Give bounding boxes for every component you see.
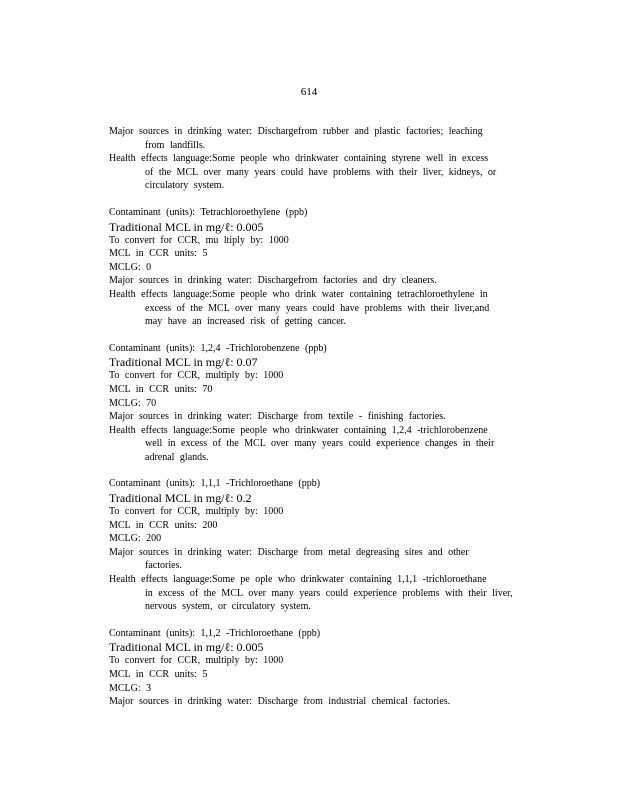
major-sources-line: Major sources in drinking water: Dischargefrom rubber and plastic factories; leaching bbox=[109, 126, 483, 137]
health-effects-line: excess of the MCL over many years could have problems with their liver,and bbox=[145, 302, 490, 314]
contaminant-line: Contaminant (units): 1,1,1 -Trichloroethane (ppb) bbox=[109, 478, 321, 490]
contaminant-line: Contaminant (units): 1,2,4 -Trichlorobenzene (ppb) bbox=[109, 342, 327, 354]
health-effects-line: Health effects language:Some people who drinkwater containing styrene well in excess bbox=[109, 153, 489, 165]
contaminant-line: Contaminant (units): Tetrachloroethylene (ppb) bbox=[109, 206, 308, 218]
major-sources-line: from landfills. bbox=[145, 139, 206, 151]
health-effects-line: in excess of the MCL over many years could experience problems with their liver, bbox=[145, 587, 513, 599]
health-effects-line: Health effects language:Some people who drinkwater containing 1,2,4 -trichlorobenzene bbox=[109, 424, 488, 436]
health-effects-line: well in excess of the MCL over many years could experience changes in their bbox=[145, 438, 495, 450]
major-sources-line: Major sources in drinking water: Discharge from textile - finishing factories. bbox=[109, 411, 446, 423]
mclg-line: MCLG: 0 bbox=[109, 261, 152, 273]
traditional-mcl-line: Traditional MCL in mg/ℓ: 0.005 bbox=[109, 219, 264, 234]
major-sources-line: factories. bbox=[145, 560, 182, 572]
traditional-mcl-line: Traditional MCL in mg/ℓ: 0.005 bbox=[109, 640, 264, 655]
page-number: 614 bbox=[300, 86, 318, 98]
health-effects-line: circulatory system. bbox=[145, 180, 225, 192]
health-effects-line: nervous system, or circulatory system. bbox=[145, 601, 311, 613]
convert-line: To convert for CCR, multiply by: 1000 bbox=[109, 370, 284, 382]
mcl-ccr-line: MCL in CCR units: 5 bbox=[109, 248, 208, 260]
mcl-ccr-line: MCL in CCR units: 70 bbox=[109, 383, 213, 395]
health-effects-line: adrenal glands. bbox=[145, 451, 209, 463]
convert-line: To convert for CCR, multiply by: 1000 bbox=[109, 655, 284, 667]
contaminant-section bbox=[109, 206, 541, 329]
health-effects-line: may have an increased risk of getting cancer. bbox=[145, 316, 346, 328]
major-sources-line: Major sources in drinking water: Discharge from industrial chemical factories. bbox=[109, 696, 451, 708]
intro-block bbox=[109, 125, 541, 193]
traditional-mcl-line: Traditional MCL in mg/ℓ: 0.2 bbox=[109, 491, 252, 506]
mcl-ccr-line: MCL in CCR units: 5 bbox=[109, 669, 208, 680]
page-content bbox=[109, 125, 541, 709]
contaminant-line: Contaminant (units): 1,1,2 -Trichloroethane (ppb) bbox=[109, 627, 321, 639]
contaminant-section bbox=[109, 477, 541, 613]
health-effects-line: Health effects language:Some people who drink water containing tetrachloroethylene in bbox=[109, 288, 488, 300]
mclg-line: MCLG: 70 bbox=[109, 397, 157, 409]
convert-line: To convert for CCR, mu ltiply by: 1000 bbox=[109, 234, 289, 246]
traditional-mcl-line: Traditional MCL in mg/ℓ: 0.07 bbox=[109, 355, 258, 370]
convert-line: To convert for CCR, multiply by: 1000 bbox=[109, 506, 284, 518]
health-effects-line: Health effects language:Some pe ople who drinkwater containing 1,1,1 -trichloroethane bbox=[109, 574, 487, 586]
major-sources-line: Major sources in drinking water: Discharge from metal degreasing sites and other bbox=[109, 546, 469, 558]
major-sources-line: Major sources in drinking water: Dischargefrom factories and dry cleaners. bbox=[109, 275, 437, 287]
health-effects-line: of the MCL over many years could have problems with their liver, kidneys, or bbox=[145, 166, 497, 178]
contaminant-section bbox=[109, 342, 541, 465]
mcl-ccr-line: MCL in CCR units: 200 bbox=[109, 519, 218, 531]
mclg-line: MCLG: 200 bbox=[109, 533, 162, 545]
mclg-line: MCLG: 3 bbox=[109, 682, 152, 694]
contaminant-section bbox=[109, 627, 541, 709]
